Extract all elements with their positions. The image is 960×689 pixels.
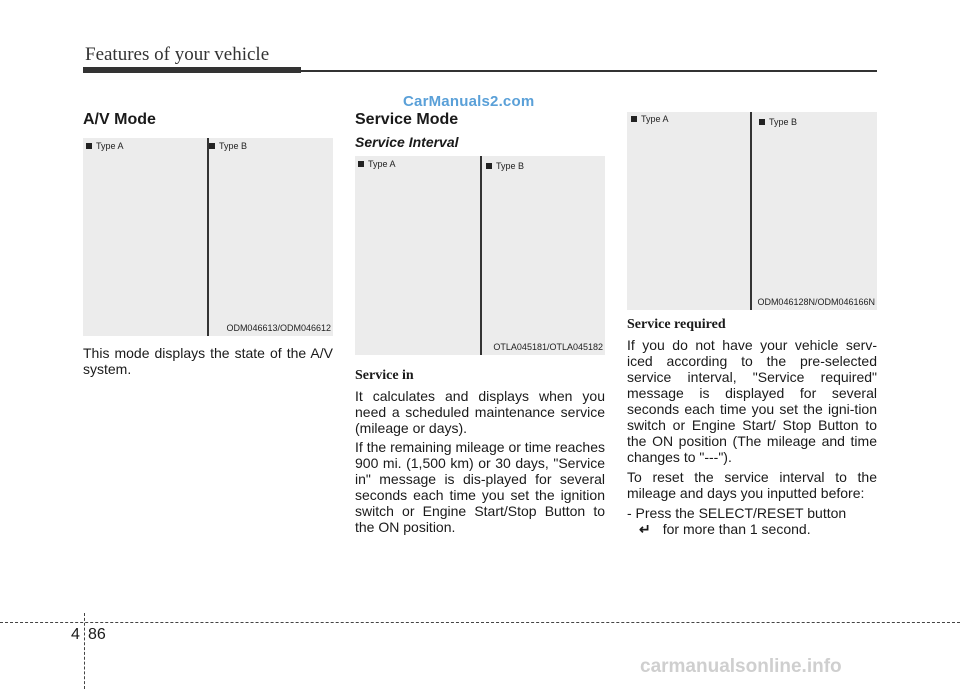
type-b-label: Type B bbox=[759, 117, 797, 127]
reset-step-suffix: for more than 1 second. bbox=[662, 521, 811, 537]
type-a-label: Type A bbox=[86, 141, 124, 151]
footer-divider bbox=[84, 613, 85, 689]
type-b-label: Type B bbox=[209, 141, 247, 151]
service-in-paragraph-2: If the remaining mileage or time reaches 900 mi. (1,500 km) or 30 days, "Service in" message is dis-played for several seconds each time you set the ignition switch or Engine Start/Stop Button to the ON position. bbox=[355, 439, 605, 535]
av-mode-heading: A/V Mode bbox=[83, 111, 156, 128]
image-code: ODM046613/ODM046612 bbox=[226, 323, 331, 333]
enter-icon: ↵ bbox=[639, 521, 651, 537]
reset-step-line-2 bbox=[627, 521, 877, 537]
square-bullet-icon bbox=[209, 143, 215, 149]
figure-divider bbox=[750, 112, 752, 310]
type-b-label: Type B bbox=[486, 161, 524, 171]
page-header-title: Features of your vehicle bbox=[85, 44, 270, 65]
reset-step-line-1: - Press the SELECT/RESET button bbox=[627, 505, 847, 521]
square-bullet-icon bbox=[86, 143, 92, 149]
type-a-label: Type A bbox=[631, 114, 669, 124]
service-required-figure bbox=[627, 112, 877, 310]
page-number: 86 bbox=[88, 626, 106, 643]
image-code: ODM046128N/ODM046166N bbox=[757, 297, 875, 307]
square-bullet-icon bbox=[358, 161, 364, 167]
square-bullet-icon bbox=[631, 116, 637, 122]
service-required-heading: Service required bbox=[627, 317, 726, 332]
service-in-paragraph-1: It calculates and displays when you need a scheduled maintenance service (mileage or days). bbox=[355, 388, 605, 436]
service-interval-subheading: Service Interval bbox=[355, 134, 459, 150]
image-code: OTLA045181/OTLA045182 bbox=[493, 342, 603, 352]
watermark-link[interactable]: CarManuals2.com bbox=[403, 93, 535, 110]
square-bullet-icon bbox=[759, 119, 765, 125]
service-required-paragraph-1: If you do not have your vehicle serv-iced according to the pre-selected service interval, "Service required" message is displayed for several seconds each time you set the igni-tion switch or Engine Start/ Stop Button to the ON position (The mileage and time changes to "---"). bbox=[627, 337, 877, 465]
service-interval-figure bbox=[355, 156, 605, 355]
av-mode-body: This mode displays the state of the A/V system. bbox=[83, 345, 333, 377]
header-rule-thick bbox=[83, 67, 301, 73]
watermark-footer: carmanualsonline.info bbox=[640, 656, 842, 677]
figure-divider bbox=[207, 138, 209, 336]
chapter-number: 4 bbox=[71, 626, 80, 643]
service-in-heading: Service in bbox=[355, 368, 414, 383]
footer-rule bbox=[0, 622, 960, 623]
reset-step bbox=[627, 505, 877, 537]
header-rule-thin bbox=[301, 70, 877, 72]
service-mode-heading: Service Mode bbox=[355, 111, 459, 128]
av-mode-figure bbox=[83, 138, 333, 336]
service-required-paragraph-2: To reset the service interval to the mileage and days you inputted before: bbox=[627, 469, 877, 501]
square-bullet-icon bbox=[486, 163, 492, 169]
figure-divider bbox=[480, 156, 482, 355]
type-a-label: Type A bbox=[358, 159, 396, 169]
